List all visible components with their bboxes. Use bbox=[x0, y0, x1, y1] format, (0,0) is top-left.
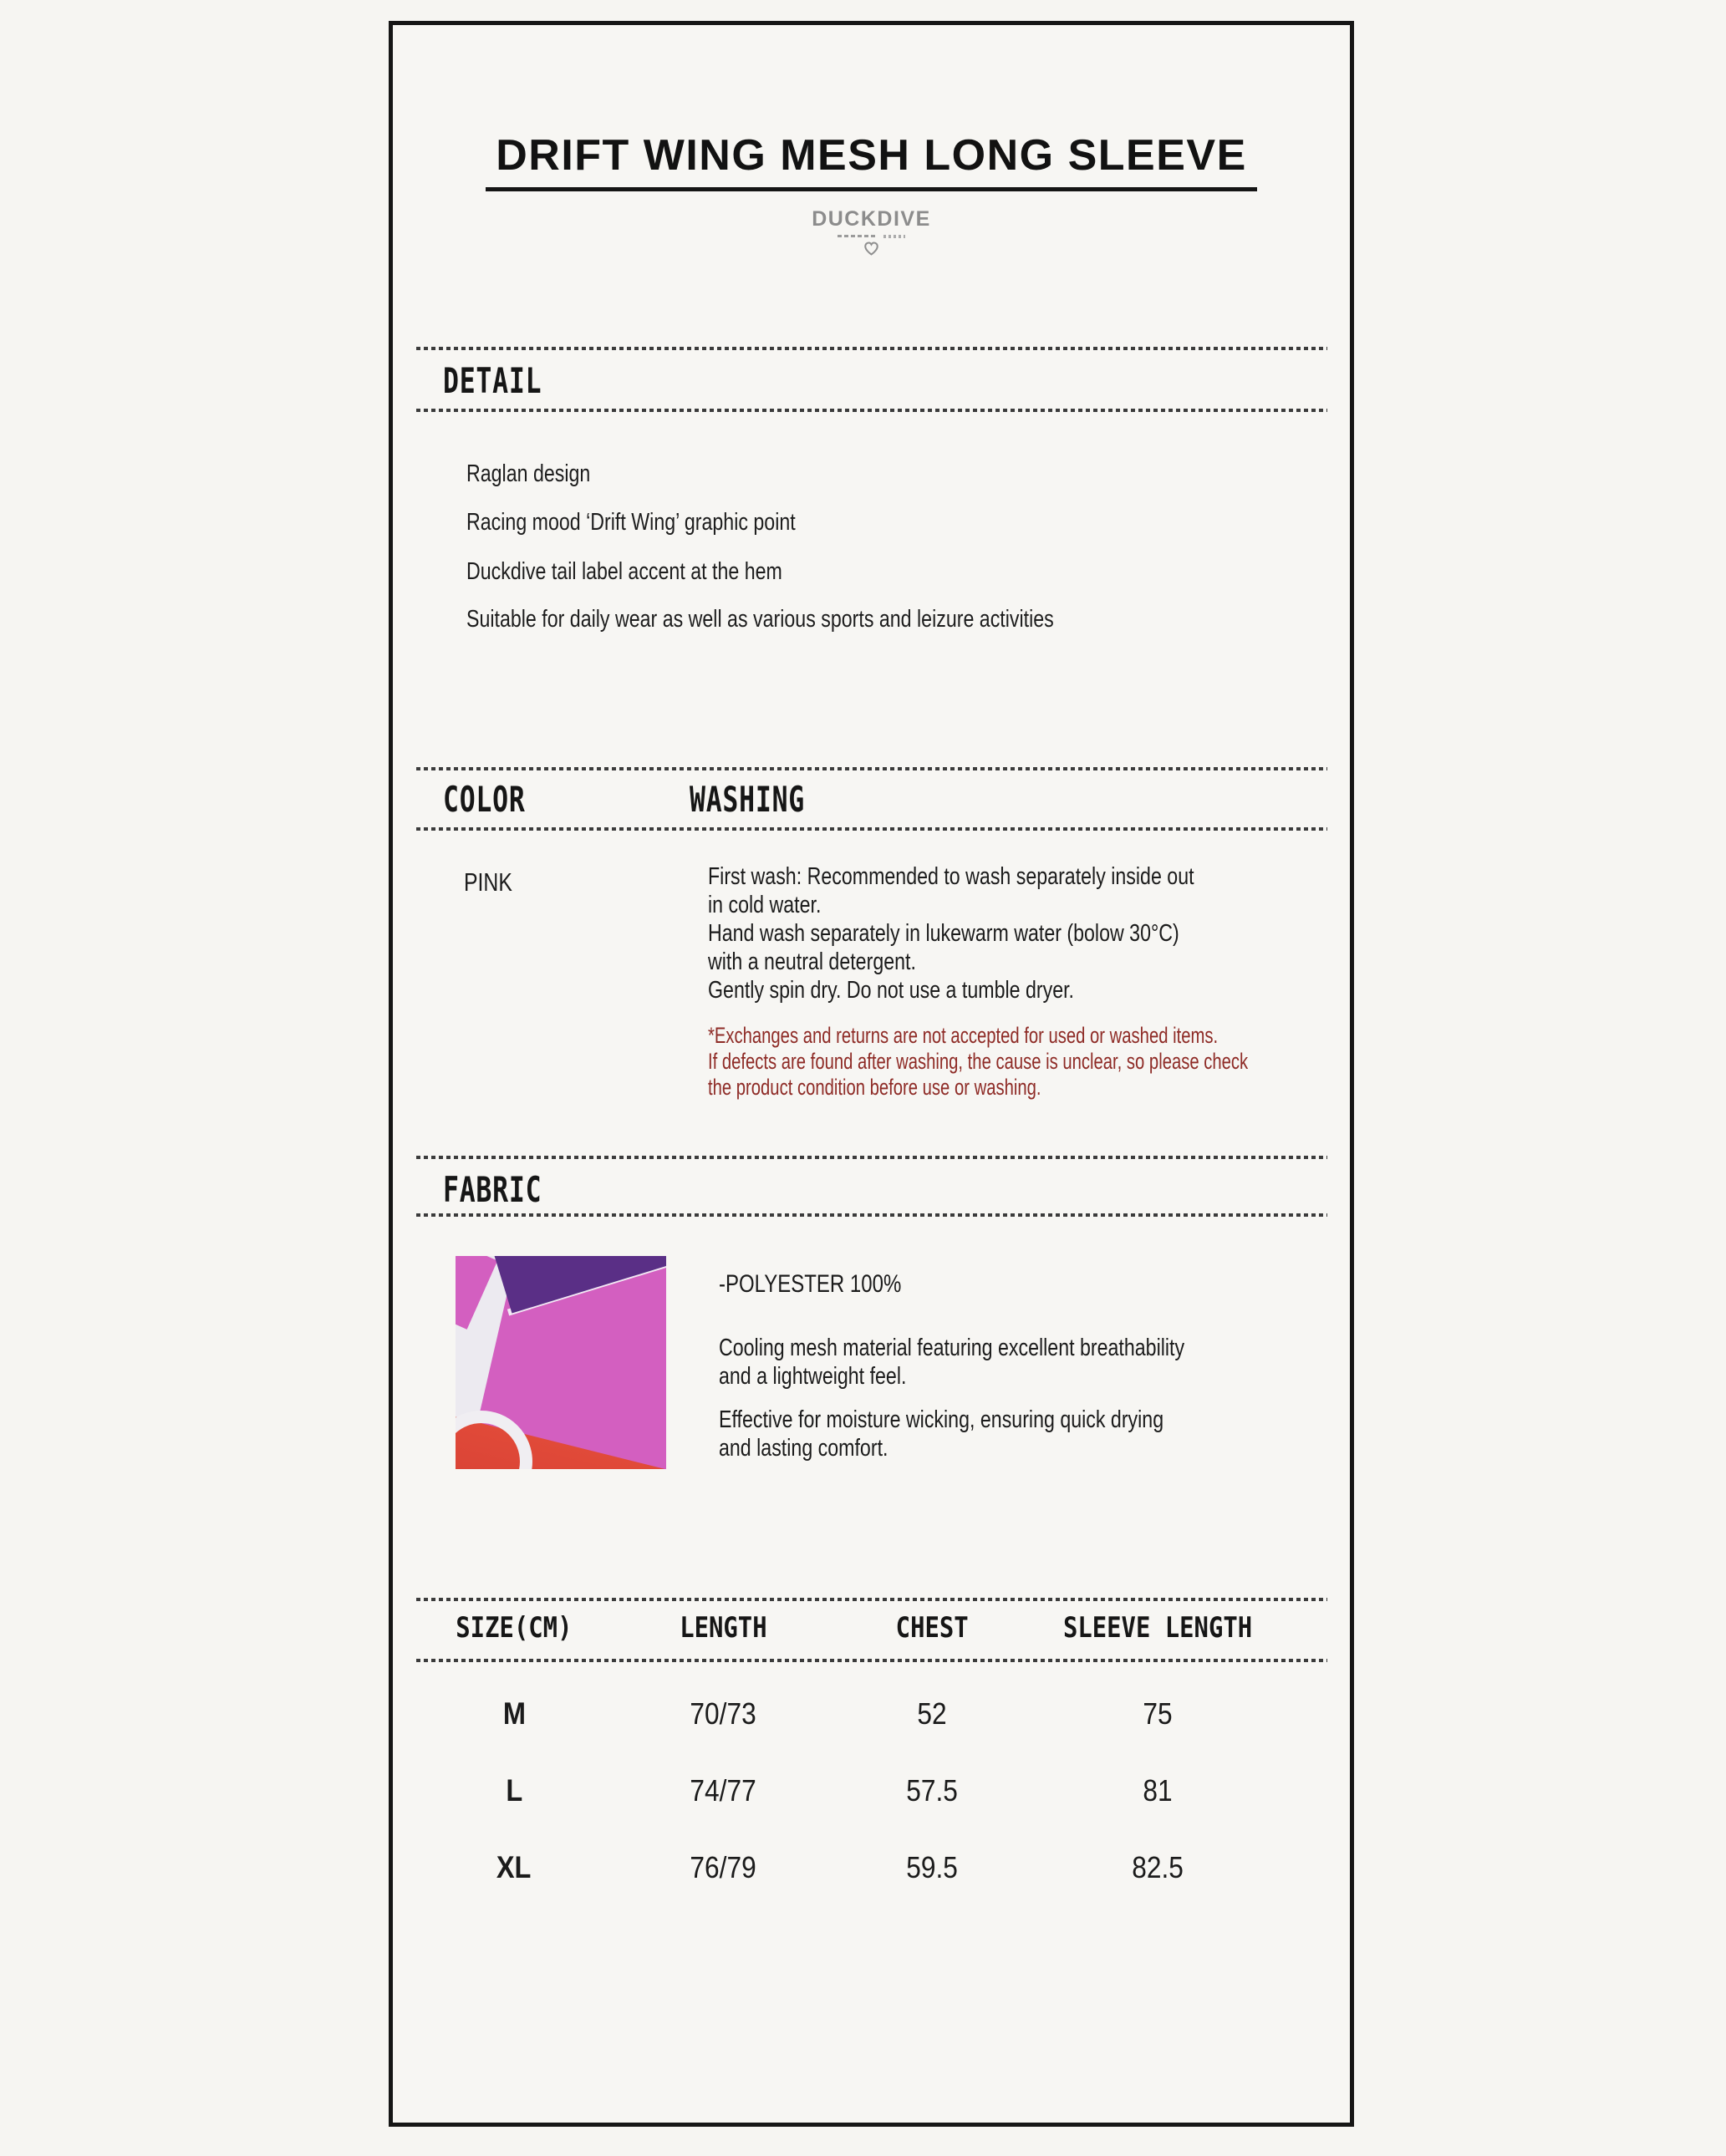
warning-line: the product condition before use or washing. bbox=[708, 1075, 1041, 1100]
washing-instructions bbox=[708, 862, 1194, 1004]
washing-line: with a neutral detergent. bbox=[708, 948, 916, 975]
rule-detail-bottom bbox=[416, 409, 1327, 412]
heart-icon bbox=[393, 242, 1350, 260]
sleeve-cell: 75 bbox=[1143, 1696, 1173, 1731]
chest-cell: 52 bbox=[917, 1696, 947, 1731]
warning-line: If defects are found after washing, the cause is unclear, so please check bbox=[708, 1049, 1249, 1074]
washing-heading: WASHING bbox=[690, 779, 806, 820]
detail-heading: DETAIL bbox=[443, 360, 542, 401]
length-cell: 74/77 bbox=[690, 1773, 756, 1808]
rule-size-bottom bbox=[416, 1659, 1327, 1662]
rule-size-top bbox=[416, 1598, 1327, 1601]
size-header-cell: LENGTH bbox=[679, 1611, 767, 1645]
size-header-cell: SLEEVE LENGTH bbox=[1062, 1611, 1253, 1645]
fabric-line: and a lightweight feel. bbox=[719, 1363, 907, 1390]
detail-item: Raglan design bbox=[466, 460, 591, 487]
washing-line: First wash: Recommended to wash separately inside out bbox=[708, 863, 1194, 890]
chest-cell: 57.5 bbox=[906, 1773, 958, 1808]
detail-item: Racing mood ‘Drift Wing’ graphic point bbox=[466, 509, 796, 536]
page-title: DRIFT WING MESH LONG SLEEVE bbox=[486, 130, 1257, 191]
product-sheet bbox=[389, 21, 1354, 2127]
length-cell: 76/79 bbox=[690, 1850, 756, 1884]
chest-cell: 59.5 bbox=[906, 1850, 958, 1884]
swatch-purple-band bbox=[488, 1256, 666, 1313]
size-header-cell: CHEST bbox=[895, 1611, 969, 1645]
sleeve-cell: 81 bbox=[1143, 1773, 1173, 1808]
detail-item: Duckdive tail label accent at the hem bbox=[466, 558, 782, 585]
title-row bbox=[393, 130, 1350, 191]
length-cell: 70/73 bbox=[690, 1696, 756, 1731]
logo-fineprint-marks bbox=[883, 235, 905, 238]
size-table-row bbox=[430, 1850, 1300, 1885]
rule-color-top bbox=[416, 767, 1327, 770]
fabric-paragraph bbox=[719, 1334, 1184, 1391]
fabric-paragraph bbox=[719, 1406, 1163, 1462]
washing-warning-note bbox=[708, 1023, 1248, 1101]
fabric-swatch-image bbox=[456, 1256, 666, 1469]
size-cell: M bbox=[502, 1696, 526, 1731]
color-heading: COLOR bbox=[443, 779, 526, 820]
warning-line: *Exchanges and returns are not accepted for used or washed items. bbox=[708, 1023, 1219, 1048]
rule-color-bottom bbox=[416, 827, 1327, 831]
fabric-heading: FABRIC bbox=[443, 1169, 542, 1210]
rule-fabric-bottom bbox=[416, 1213, 1327, 1217]
color-value: PINK bbox=[464, 867, 512, 897]
rule-detail-top bbox=[416, 347, 1327, 350]
washing-line: Hand wash separately in lukewarm water (bolow 30°C) bbox=[708, 920, 1179, 947]
size-table-header bbox=[430, 1611, 1300, 1645]
brand-logo bbox=[393, 207, 1350, 260]
washing-line: in cold water. bbox=[708, 892, 822, 918]
size-header-cell: SIZE(CM) bbox=[456, 1611, 573, 1645]
brand-name: DUCKDIVE bbox=[812, 207, 931, 231]
fabric-line: Effective for moisture wicking, ensuring quick drying bbox=[719, 1406, 1164, 1433]
rule-fabric-top bbox=[416, 1156, 1327, 1159]
size-table-row bbox=[430, 1696, 1300, 1731]
size-cell: L bbox=[506, 1773, 522, 1808]
size-cell: XL bbox=[496, 1850, 532, 1884]
washing-line: Gently spin dry. Do not use a tumble dryer. bbox=[708, 977, 1075, 1004]
sleeve-cell: 82.5 bbox=[1132, 1850, 1184, 1884]
size-table-row bbox=[430, 1773, 1300, 1808]
logo-fineprint bbox=[393, 234, 1350, 239]
swatch-white-curve bbox=[456, 1411, 532, 1469]
detail-item: Suitable for daily wear as well as various sports and leizure activities bbox=[466, 606, 1054, 633]
fabric-line: Cooling mesh material featuring excellent breathability bbox=[719, 1335, 1185, 1361]
fabric-line: and lasting comfort. bbox=[719, 1435, 888, 1462]
logo-dash-line bbox=[838, 235, 876, 237]
fabric-material: -POLYESTER 100% bbox=[719, 1270, 902, 1298]
